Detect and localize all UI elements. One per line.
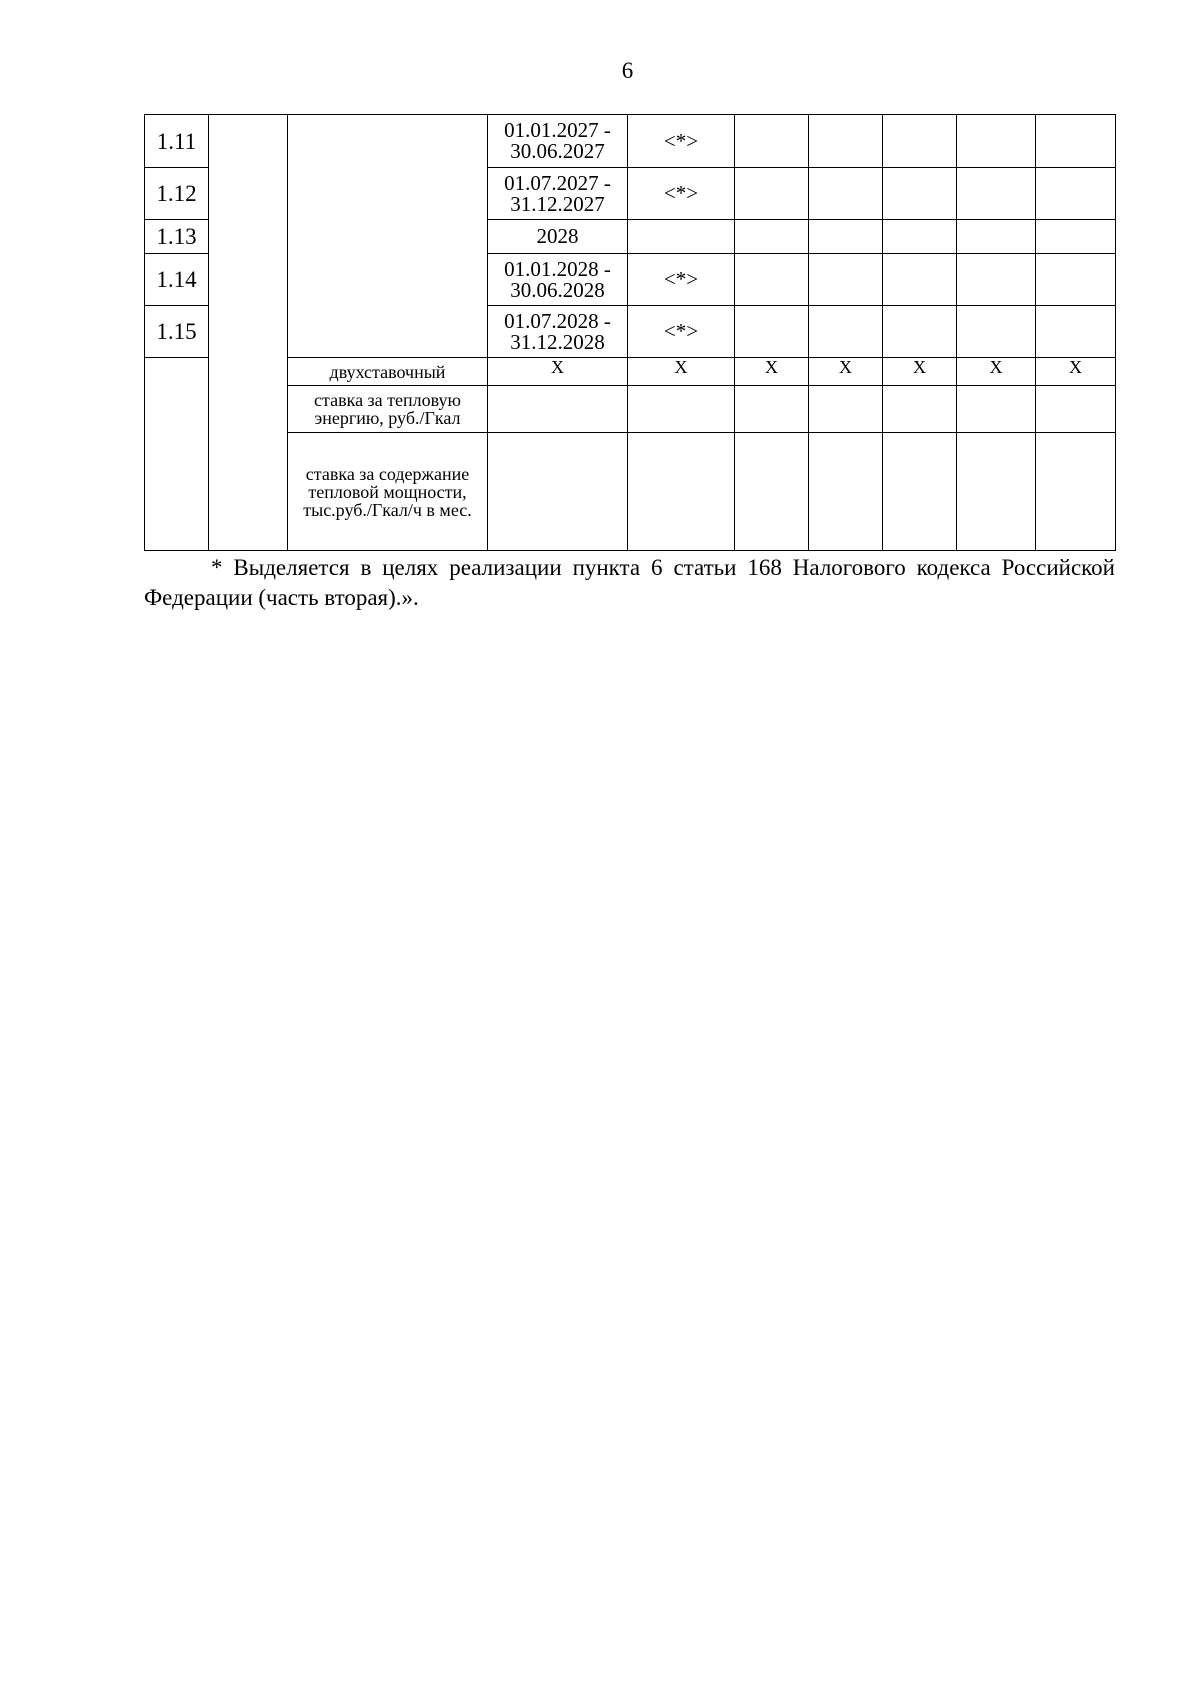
empty-cell xyxy=(735,386,809,433)
table-row xyxy=(145,386,1116,433)
empty-cell xyxy=(809,386,883,433)
period-end: 31.12.2027 xyxy=(510,191,605,216)
empty-cell xyxy=(883,168,957,220)
vat-mark: <*> xyxy=(628,115,735,168)
empty-cell xyxy=(957,306,1036,358)
vat-mark: <*> xyxy=(628,306,735,358)
row-number: 1.14 xyxy=(145,254,209,306)
empty-cell xyxy=(957,386,1036,433)
empty-cell xyxy=(735,168,809,220)
page-number: 6 xyxy=(621,58,634,83)
x-mark: Х xyxy=(809,358,883,386)
period-cell xyxy=(488,306,628,358)
empty-cell xyxy=(488,433,628,551)
table-row xyxy=(145,115,1116,168)
x-mark: Х xyxy=(628,358,735,386)
empty-cell xyxy=(735,306,809,358)
empty-cell xyxy=(1036,168,1116,220)
period-start: 01.01.2027 - xyxy=(504,118,611,142)
table-row xyxy=(145,433,1116,551)
empty-cell xyxy=(809,220,883,254)
empty-cell xyxy=(957,433,1036,551)
period-cell xyxy=(488,220,628,254)
period-start: 01.07.2028 - xyxy=(504,308,611,333)
empty-cell xyxy=(957,115,1036,168)
footnote: * Выделяется в целях реализации пункта 6 статьи 168 Налогового кодекса Российской Федерации (часть вторая).». xyxy=(144,555,1115,610)
empty-cell xyxy=(288,115,488,358)
empty-cell xyxy=(809,433,883,551)
x-mark: Х xyxy=(1036,358,1116,386)
x-mark: Х xyxy=(735,358,809,386)
period-cell xyxy=(488,168,628,220)
period-year: 2028 xyxy=(536,224,579,248)
empty-cell xyxy=(1036,115,1116,168)
rate-energy-label: ставка за тепловую энергию, руб./Гкал xyxy=(288,386,488,433)
empty-cell xyxy=(1036,306,1116,358)
empty-cell xyxy=(735,254,809,306)
x-mark: Х xyxy=(883,358,957,386)
empty-cell xyxy=(628,433,735,551)
empty-cell xyxy=(735,220,809,254)
row-number: 1.15 xyxy=(145,306,209,358)
period-start: 01.01.2028 - xyxy=(504,256,611,281)
empty-cell xyxy=(809,306,883,358)
empty-cell xyxy=(883,306,957,358)
empty-cell xyxy=(809,115,883,168)
period-end: 30.06.2028 xyxy=(510,277,605,302)
empty-cell xyxy=(1036,254,1116,306)
period-start: 01.07.2027 - xyxy=(504,170,611,195)
period-cell xyxy=(488,254,628,306)
empty-cell xyxy=(957,168,1036,220)
tariff-table xyxy=(144,114,1116,551)
empty-cell xyxy=(883,115,957,168)
empty-cell xyxy=(488,386,628,433)
empty-cell xyxy=(883,254,957,306)
empty-cell xyxy=(628,386,735,433)
vat-mark xyxy=(628,220,735,254)
vat-mark: <*> xyxy=(628,254,735,306)
empty-cell xyxy=(957,254,1036,306)
two-part-label: двухставочный xyxy=(288,358,488,386)
period-end: 31.12.2028 xyxy=(510,329,605,354)
vat-mark: <*> xyxy=(628,168,735,220)
x-mark: Х xyxy=(488,358,628,386)
empty-cell xyxy=(145,358,209,551)
empty-cell xyxy=(883,433,957,551)
empty-cell xyxy=(1036,220,1116,254)
empty-cell xyxy=(1036,386,1116,433)
table-row xyxy=(145,358,1116,386)
x-mark: Х xyxy=(957,358,1036,386)
period-end: 30.06.2027 xyxy=(510,139,605,163)
empty-cell xyxy=(209,115,288,551)
empty-cell xyxy=(883,220,957,254)
empty-cell xyxy=(1036,433,1116,551)
empty-cell xyxy=(735,433,809,551)
empty-cell xyxy=(957,220,1036,254)
row-number: 1.13 xyxy=(145,220,209,254)
row-number: 1.12 xyxy=(145,168,209,220)
empty-cell xyxy=(809,168,883,220)
period-cell xyxy=(488,115,628,168)
row-number: 1.11 xyxy=(145,115,209,168)
empty-cell xyxy=(809,254,883,306)
empty-cell xyxy=(883,386,957,433)
rate-capacity-label: ставка за содержание тепловой мощности, тыс.руб./Гкал/ч в мес. xyxy=(288,433,488,551)
empty-cell xyxy=(735,115,809,168)
